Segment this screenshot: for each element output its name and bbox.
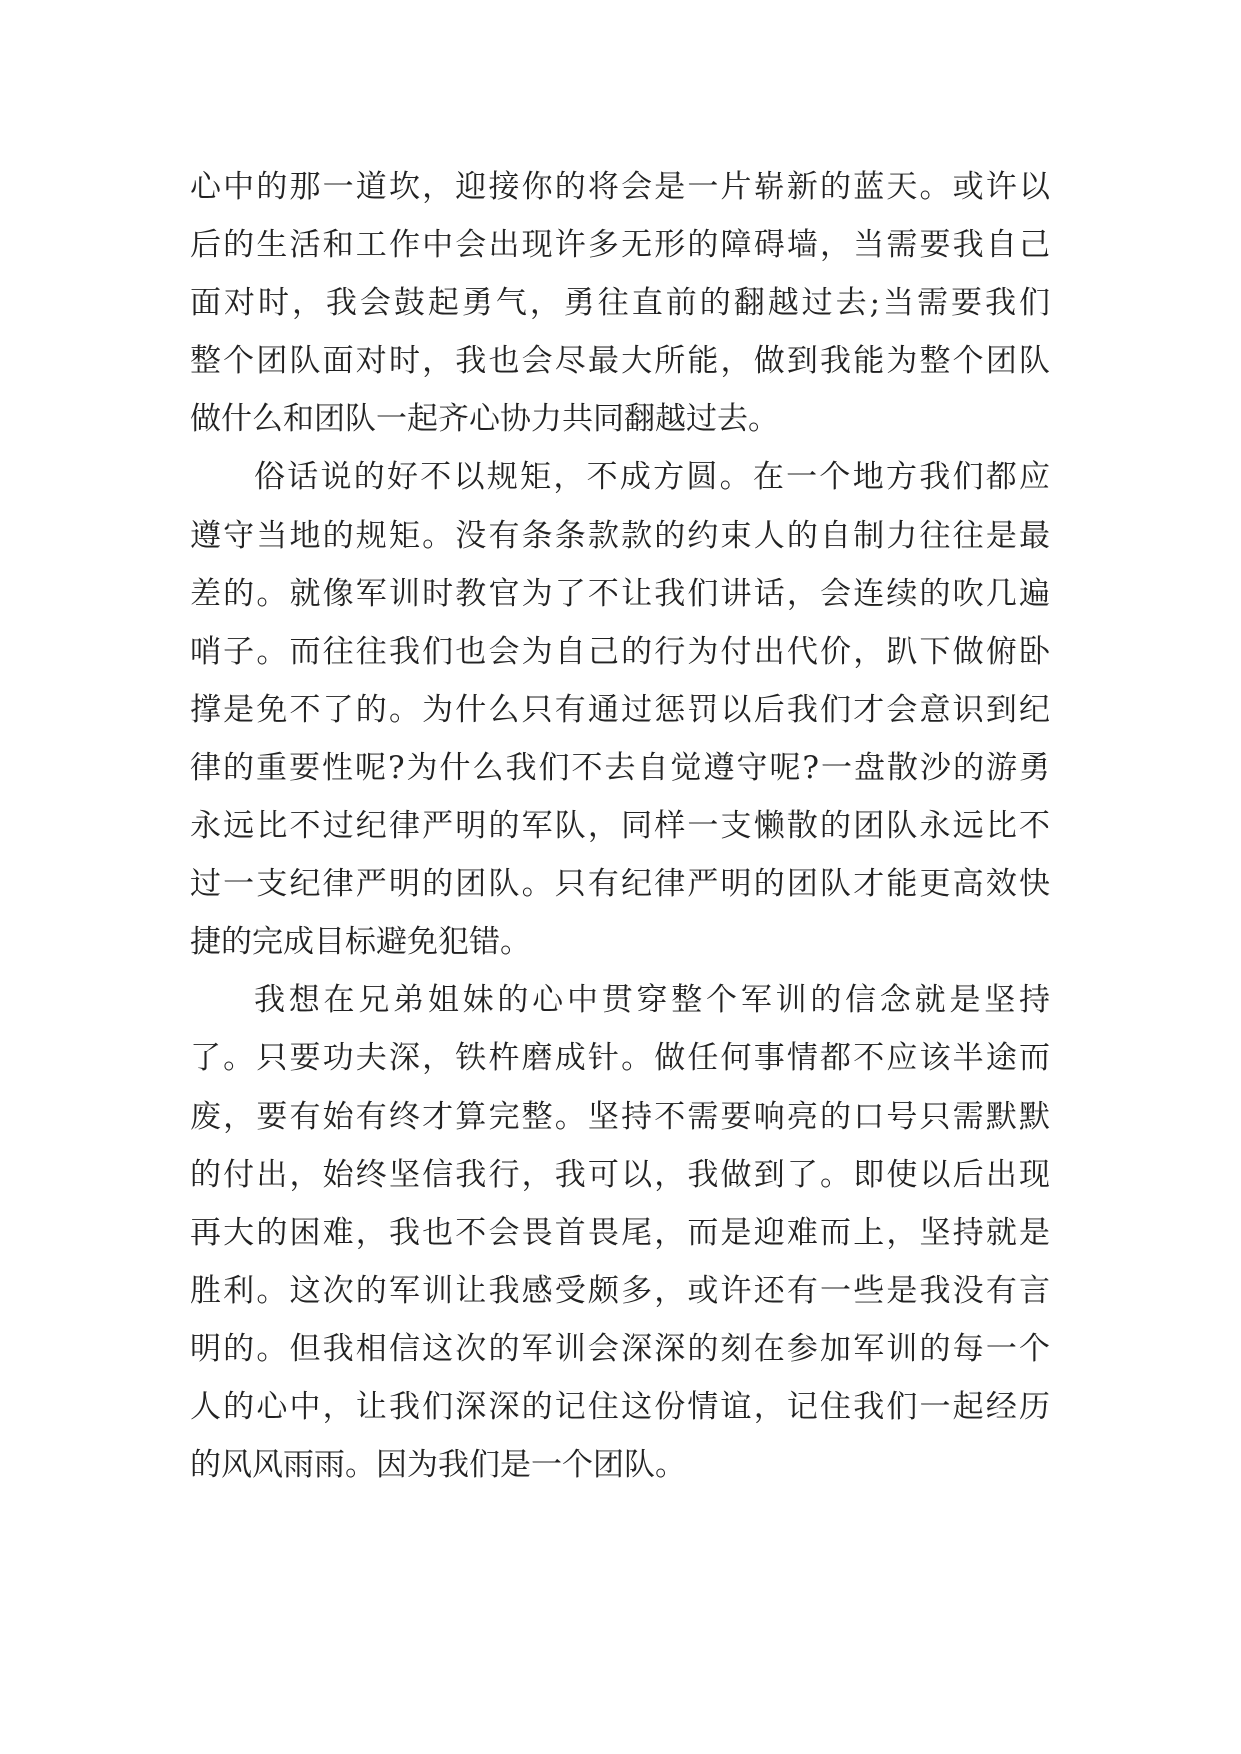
text-line: 明的。但我相信这次的军训会深深的刻在参加军训的每一个 [190,1330,1050,1367]
text-line: 再大的困难，我也不会畏首畏尾，而是迎难而上，坚持就是 [190,1214,1050,1251]
text-line: 废，要有始有终才算完整。坚持不需要响亮的口号只需默默 [190,1098,1050,1135]
paragraph-1 [190,158,1050,448]
text-line: 律的重要性呢?为什么我们不去自觉遵守呢?一盘散沙的游勇 [190,749,1050,786]
text-line: 俗话说的好不以规矩，不成方圆。在一个地方我们都应 [254,459,1050,496]
text-line: 胜利。这次的军训让我感受颇多，或许还有一些是我没有言 [190,1272,1050,1309]
text-line: 差的。就像军训时教官为了不让我们讲话，会连续的吹几遍 [190,575,1050,612]
text-line: 的付出，始终坚信我行，我可以，我做到了。即使以后出现 [190,1156,1050,1193]
text-line: 永远比不过纪律严明的军队，同样一支懒散的团队永远比不 [190,808,1050,845]
text-line: 哨子。而往往我们也会为自己的行为付出代价，趴下做俯卧 [190,633,1050,670]
paragraph-3 [190,971,1050,1494]
text-line: 人的心中，让我们深深的记住这份情谊，记住我们一起经历 [190,1388,1050,1425]
text-line: 我想在兄弟姐妹的心中贯穿整个军训的信念就是坚持 [254,982,1050,1019]
text-line: 的风风雨雨。因为我们是一个团队。 [190,1447,686,1484]
text-line: 整个团队面对时，我也会尽最大所能，做到我能为整个团队 [190,343,1050,380]
text-line: 面对时，我会鼓起勇气，勇往直前的翻越过去;当需要我们 [190,285,1050,322]
text-line: 过一支纪律严明的团队。只有纪律严明的团队才能更高效快 [190,866,1050,903]
text-line: 了。只要功夫深，铁杵磨成针。做任何事情都不应该半途而 [190,1040,1050,1077]
text-line: 后的生活和工作中会出现许多无形的障碍墙，当需要我自己 [190,227,1050,264]
text-line: 做什么和团队一起齐心协力共同翻越过去。 [190,401,779,438]
body-text [190,158,1050,1494]
text-line: 心中的那一道坎，迎接你的将会是一片崭新的蓝天。或许以 [190,169,1050,205]
paragraph-2 [190,448,1050,971]
text-line: 捷的完成目标避免犯错。 [190,924,531,961]
text-line: 撑是免不了的。为什么只有通过惩罚以后我们才会意识到纪 [190,691,1050,728]
text-line: 遵守当地的规矩。没有条条款款的约束人的自制力往往是最 [190,517,1050,554]
